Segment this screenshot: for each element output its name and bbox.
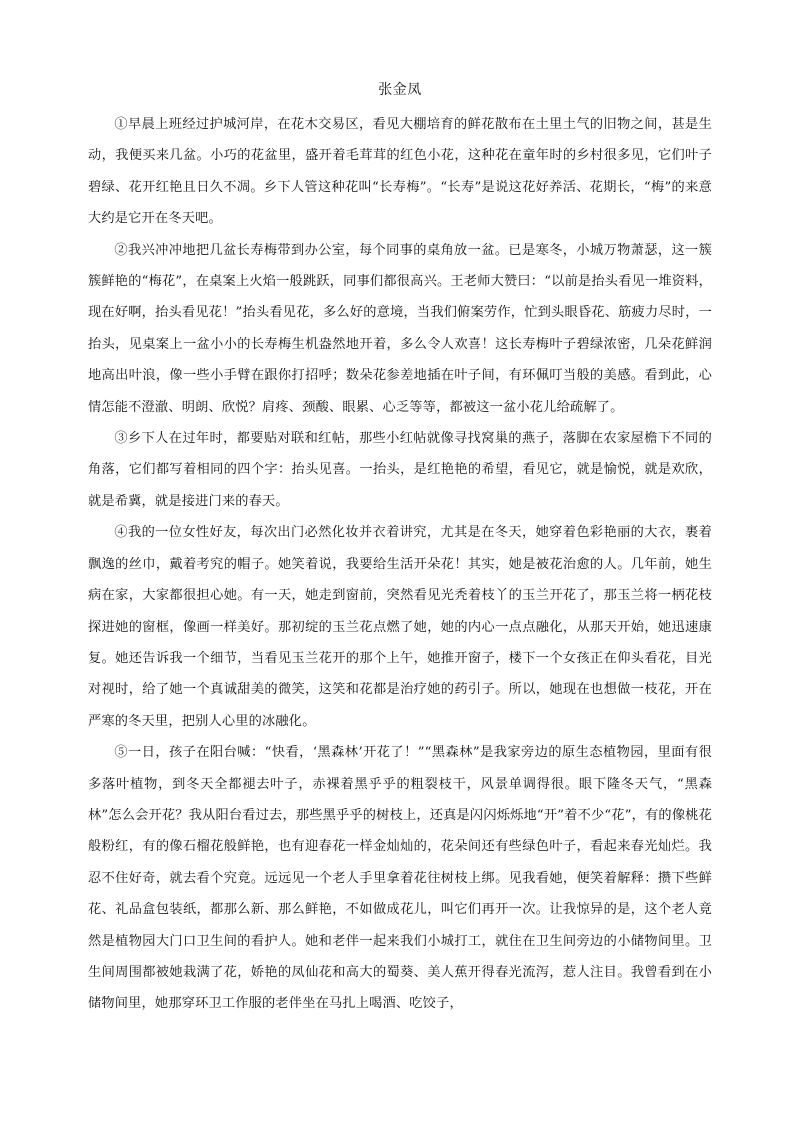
paragraph-4: ④我的一位女性好友，每次出门必然化妆并衣着讲究，尤其是在冬天，她穿着色彩艳丽的大衣，裹着飘逸的丝巾，戴着考究的帽子。她笑着说，我要给生活开朵花！其实，她是被花治愈的人。几年前，她生病在家，大家都很担心她。有一天，她走到窗前，突然看见光秃着枝丫的玉兰开花了，那玉兰将一柄花枝探进她的窗框，像画一样美好。那初绽的玉兰花点燃了她，她的内心一点点融化，从那天开始，她迅速康复。她还告诉我一个细节，当看见玉兰花开的那个上午，她推开窗子，楼下一个女孩正在仰头看花，目光对视时，给了她一个真诚甜美的微笑，这笑和花都是治疗她的药引子。所以，她现在也想做一枝花，开在严寒的冬天里，把别人心里的冰融化。 [88, 525, 712, 729]
paragraph-5: ⑤一日，孩子在阳台喊：“快看，‘黑森林’开花了！”“黑森林”是我家旁边的原生态植物园，里面有很多落叶植物，到冬天全都褪去叶子，赤裸着黑乎乎的粗裂枝干，风景单调得很。眼下隆冬天气，“黑森林”怎么会开花？我从阳台看过去，那些黑乎乎的树枝上，还真是闪闪烁烁地“开”着不少“花”，有的像桃花般粉红，有的像石榴花般鲜艳，也有迎春花一样金灿灿的，花朵间还有些绿色叶子，看起来春光灿烂。我忍不住好奇，就去看个究竟。远远见一个老人手里拿着花往树枝上绑。见我看她，便笑着解释：攒下些鲜花、礼品盒包装纸，都那么新、那么鲜艳，不如做成花儿，叫它们再开一次。让我惊异的是，这个老人竟然是植物园大门口卫生间的看护人。她和老伴一起来我们小城打工，就住在卫生间旁边的小储物间里。卫生间周围都被她栽满了花，娇艳的凤仙花和高大的蜀葵、美人蕉开得春光流泻，惹人注目。我曾看到在小储物间里，她那穿环卫工作服的老伴坐在马扎上喝酒、吃饺子， [88, 745, 712, 1012]
paragraph-1: ①早晨上班经过护城河岸，在花木交易区，看见大棚培育的鲜花散布在土里土气的旧物之间，甚是生动，我便买来几盆。小巧的花盆里，盛开着毛茸茸的红色小花，这种花在童年时的乡村很多见，它们叶子碧绿、花开红艳且日久不凋。乡下人管这种花叫“长寿梅”。“长寿”是说这花好养活、花期长，“梅”的来意大约是它开在冬天吧。 [88, 117, 712, 227]
author-name: 张金凤 [378, 82, 422, 98]
paragraph-3: ③乡下人在过年时，都要贴对联和红帖，那些小红帖就像寻找窝巢的燕子，落脚在农家屋檐下不同的角落，它们都写着相同的四个字：抬头见喜。一抬头，是红艳艳的希望，看见它，就是愉悦，就是欢欣，就是希冀，就是接进门来的春天。 [88, 431, 712, 509]
paragraph-2: ②我兴冲冲地把几盆长寿梅带到办公室，每个同事的桌角放一盆。已是寒冬，小城万物萧瑟，这一簇簇鲜艳的“梅花”，在桌案上火焰一般跳跃，同事们都很高兴。王老师大赞曰：“以前是抬头看见一堆资料，现在好啊，抬头看见花！”抬头看见花，多么好的意境，当我们俯案劳作，忙到头眼昏花、筋疲力尽时，一抬头，见桌案上一盆小小的长寿梅生机盎然地开着，多么令人欢喜！这长寿梅叶子碧绿浓密，几朵花鲜润地高出叶浪，像一些小手臂在跟你打招呼；数朵花参差地插在叶子间，有环佩叮当般的美感。看到此，心情怎能不澄澈、明朗、欣悦？肩疼、颈酸、眼累、心乏等等，都被这一盆小花儿给疏解了。 [88, 242, 712, 415]
article [88, 80, 712, 1020]
